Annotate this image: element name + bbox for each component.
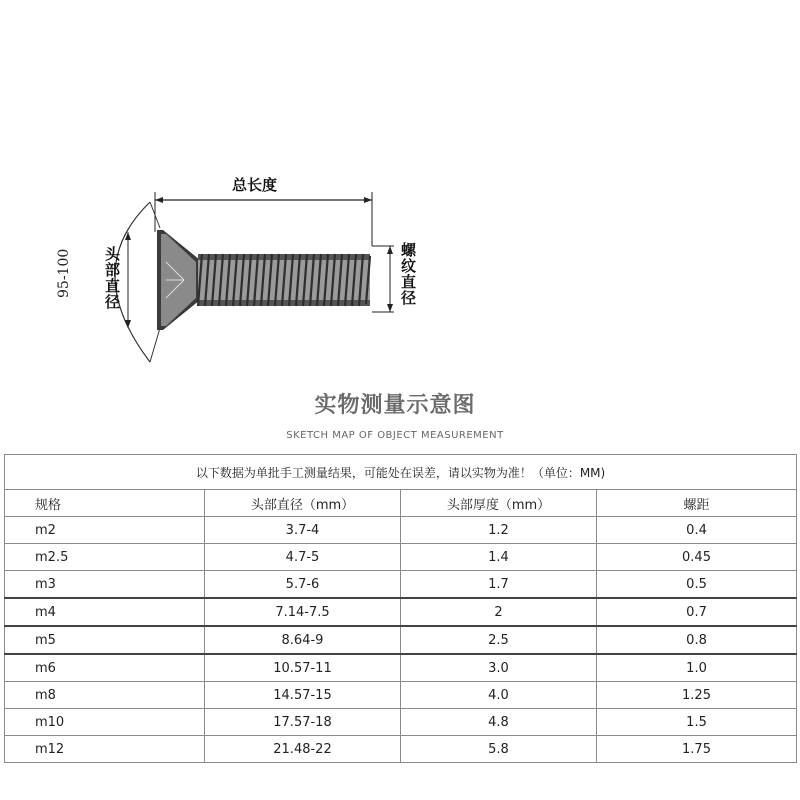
cell-spec: m10 [5,709,205,736]
head-diameter-label: 头部直径 [103,246,121,310]
cell-head-thickness: 1.2 [401,517,597,544]
table-row [5,736,797,763]
cell-spec: m2.5 [5,544,205,571]
cell-head-diameter: 8.64-9 [205,626,401,654]
sketch-title-cn: 实物测量示意图 [314,393,476,418]
cell-spec: m2 [5,517,205,544]
cell-pitch: 0.7 [597,598,797,626]
total-length-label: 总长度 [232,176,278,194]
measurement-table [4,454,797,763]
cell-pitch: 1.5 [597,709,797,736]
table-row [5,654,797,682]
cell-head-diameter: 5.7-6 [205,571,401,599]
cell-pitch: 1.25 [597,682,797,709]
cell-head-diameter: 17.57-18 [205,709,401,736]
angle-label: 95-100 [56,248,72,298]
table-row [5,709,797,736]
cell-head-diameter: 7.14-7.5 [205,598,401,626]
cell-pitch: 0.45 [597,544,797,571]
cell-pitch: 0.8 [597,626,797,654]
cell-head-diameter: 4.7-5 [205,544,401,571]
table-notice: 以下数据为单批手工测量结果，可能处在误差，请以实物为准！（单位：MM) [5,455,797,490]
cell-pitch: 0.4 [597,517,797,544]
table-row [5,682,797,709]
cell-head-thickness: 1.4 [401,544,597,571]
cell-head-thickness: 1.7 [401,571,597,599]
cell-head-diameter: 21.48-22 [205,736,401,763]
table-row [5,571,797,599]
cell-head-diameter: 3.7-4 [205,517,401,544]
cell-head-diameter: 14.57-15 [205,682,401,709]
table-row [5,598,797,626]
cell-head-diameter: 10.57-11 [205,654,401,682]
thread-diameter-label: 螺纹直径 [399,242,417,306]
cell-pitch: 1.0 [597,654,797,682]
cell-spec: m12 [5,736,205,763]
table-row [5,626,797,654]
table-header-row [5,490,797,517]
table-row [5,544,797,571]
cell-spec: m5 [5,626,205,654]
cell-head-thickness: 2 [401,598,597,626]
measurement-table-wrapper [4,454,796,763]
cell-head-thickness: 3.0 [401,654,597,682]
screw-dimension-diagram [0,150,800,380]
cell-pitch: 0.5 [597,571,797,599]
cell-spec: m6 [5,654,205,682]
cell-spec: m8 [5,682,205,709]
header-spec: 规格 [5,490,205,517]
table-notice-row [5,455,797,490]
cell-head-thickness: 4.0 [401,682,597,709]
cell-pitch: 1.75 [597,736,797,763]
header-pitch: 螺距 [597,490,797,517]
cell-head-thickness: 5.8 [401,736,597,763]
cell-head-thickness: 2.5 [401,626,597,654]
cell-spec: m3 [5,571,205,599]
sketch-title-en: SKETCH MAP OF OBJECT MEASUREMENT [286,430,504,441]
header-head-thickness: 头部厚度（mm） [401,490,597,517]
cell-head-thickness: 4.8 [401,709,597,736]
table-row [5,517,797,544]
header-head-diameter: 头部直径（mm） [205,490,401,517]
cell-spec: m4 [5,598,205,626]
